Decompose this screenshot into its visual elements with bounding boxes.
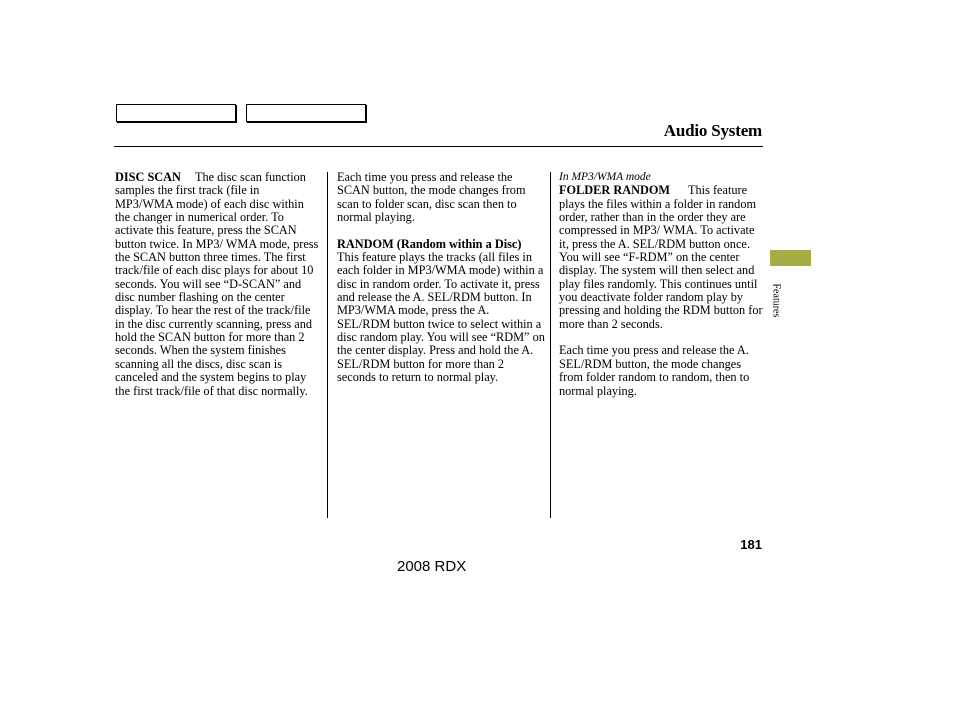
folder-random-paragraph	[559, 184, 764, 331]
section-tab-label: Features	[770, 283, 782, 318]
column-divider-2	[550, 172, 551, 518]
header-rule	[114, 146, 763, 147]
random-paragraph	[337, 238, 545, 385]
section-tab	[770, 250, 811, 266]
footer-model: 2008 RDX	[397, 558, 467, 575]
folder-cycle-paragraph: Each time you press and release the A. SEL/RDM button, the mode changes from folder random to random, then to normal playing.	[559, 343, 750, 398]
random-body: This feature plays the tracks (all files in each folder in MP3/WMA mode) within a disc in random order. To activate it, press and release the A. SEL/RDM button. In MP3/WMA mode, press the A. SEL/RDM button twice to select within a disc random play. You will see “RDM” on the center display. Press and hold the A. SEL/RDM button for more than 2 seconds to return to normal play.	[337, 250, 545, 385]
nav-button-previous[interactable]	[116, 104, 236, 122]
disc-scan-heading: DISC SCAN	[115, 170, 181, 184]
disc-scan-paragraph	[115, 171, 320, 398]
page-title: Audio System	[663, 121, 762, 140]
folder-random-body: This feature plays the files within a folder in random order, rather than in the order they are compressed in MP3/ WMA. To activate it, press the A. SEL/RDM button once. You will see “F-RDM” on the center display. The system will then select and play files randomly. This continues until you deactivate folder random play by pressing and holding the RDM button for more than 2 seconds.	[559, 183, 763, 331]
disc-scan-body: The disc scan function samples the first track (file in MP3/WMA mode) of each disc within the changer in numerical order. To activate this feature, press the SCAN button twice. In MP3/ WMA mode, press the SCAN button three times. The first track/file of each disc plays for about 10 seconds. You will see “D-SCAN” and disc number flashing on the center display. To hear the rest of the track/file in the disc currently scanning, press and hold the SCAN button for more than 2 seconds. When the system finishes scanning all the discs, disc scan is canceled and the system begins to play the first track/file of that disc normally.	[115, 170, 319, 398]
folder-random-heading: FOLDER RANDOM	[559, 183, 671, 198]
nav-button-next[interactable]	[246, 104, 366, 122]
column-divider-1	[327, 172, 328, 518]
text-column-2	[337, 171, 545, 398]
scan-cycle-paragraph: Each time you press and release the SCAN button, the mode changes from scan to folder scan, disc scan then to normal playing.	[337, 170, 526, 225]
text-column-1	[115, 171, 320, 411]
text-column-3	[559, 171, 764, 411]
random-heading: RANDOM (Random within a Disc)	[337, 236, 522, 251]
page-number: 181	[740, 537, 762, 552]
mode-label: In MP3/WMA mode	[559, 171, 651, 183]
